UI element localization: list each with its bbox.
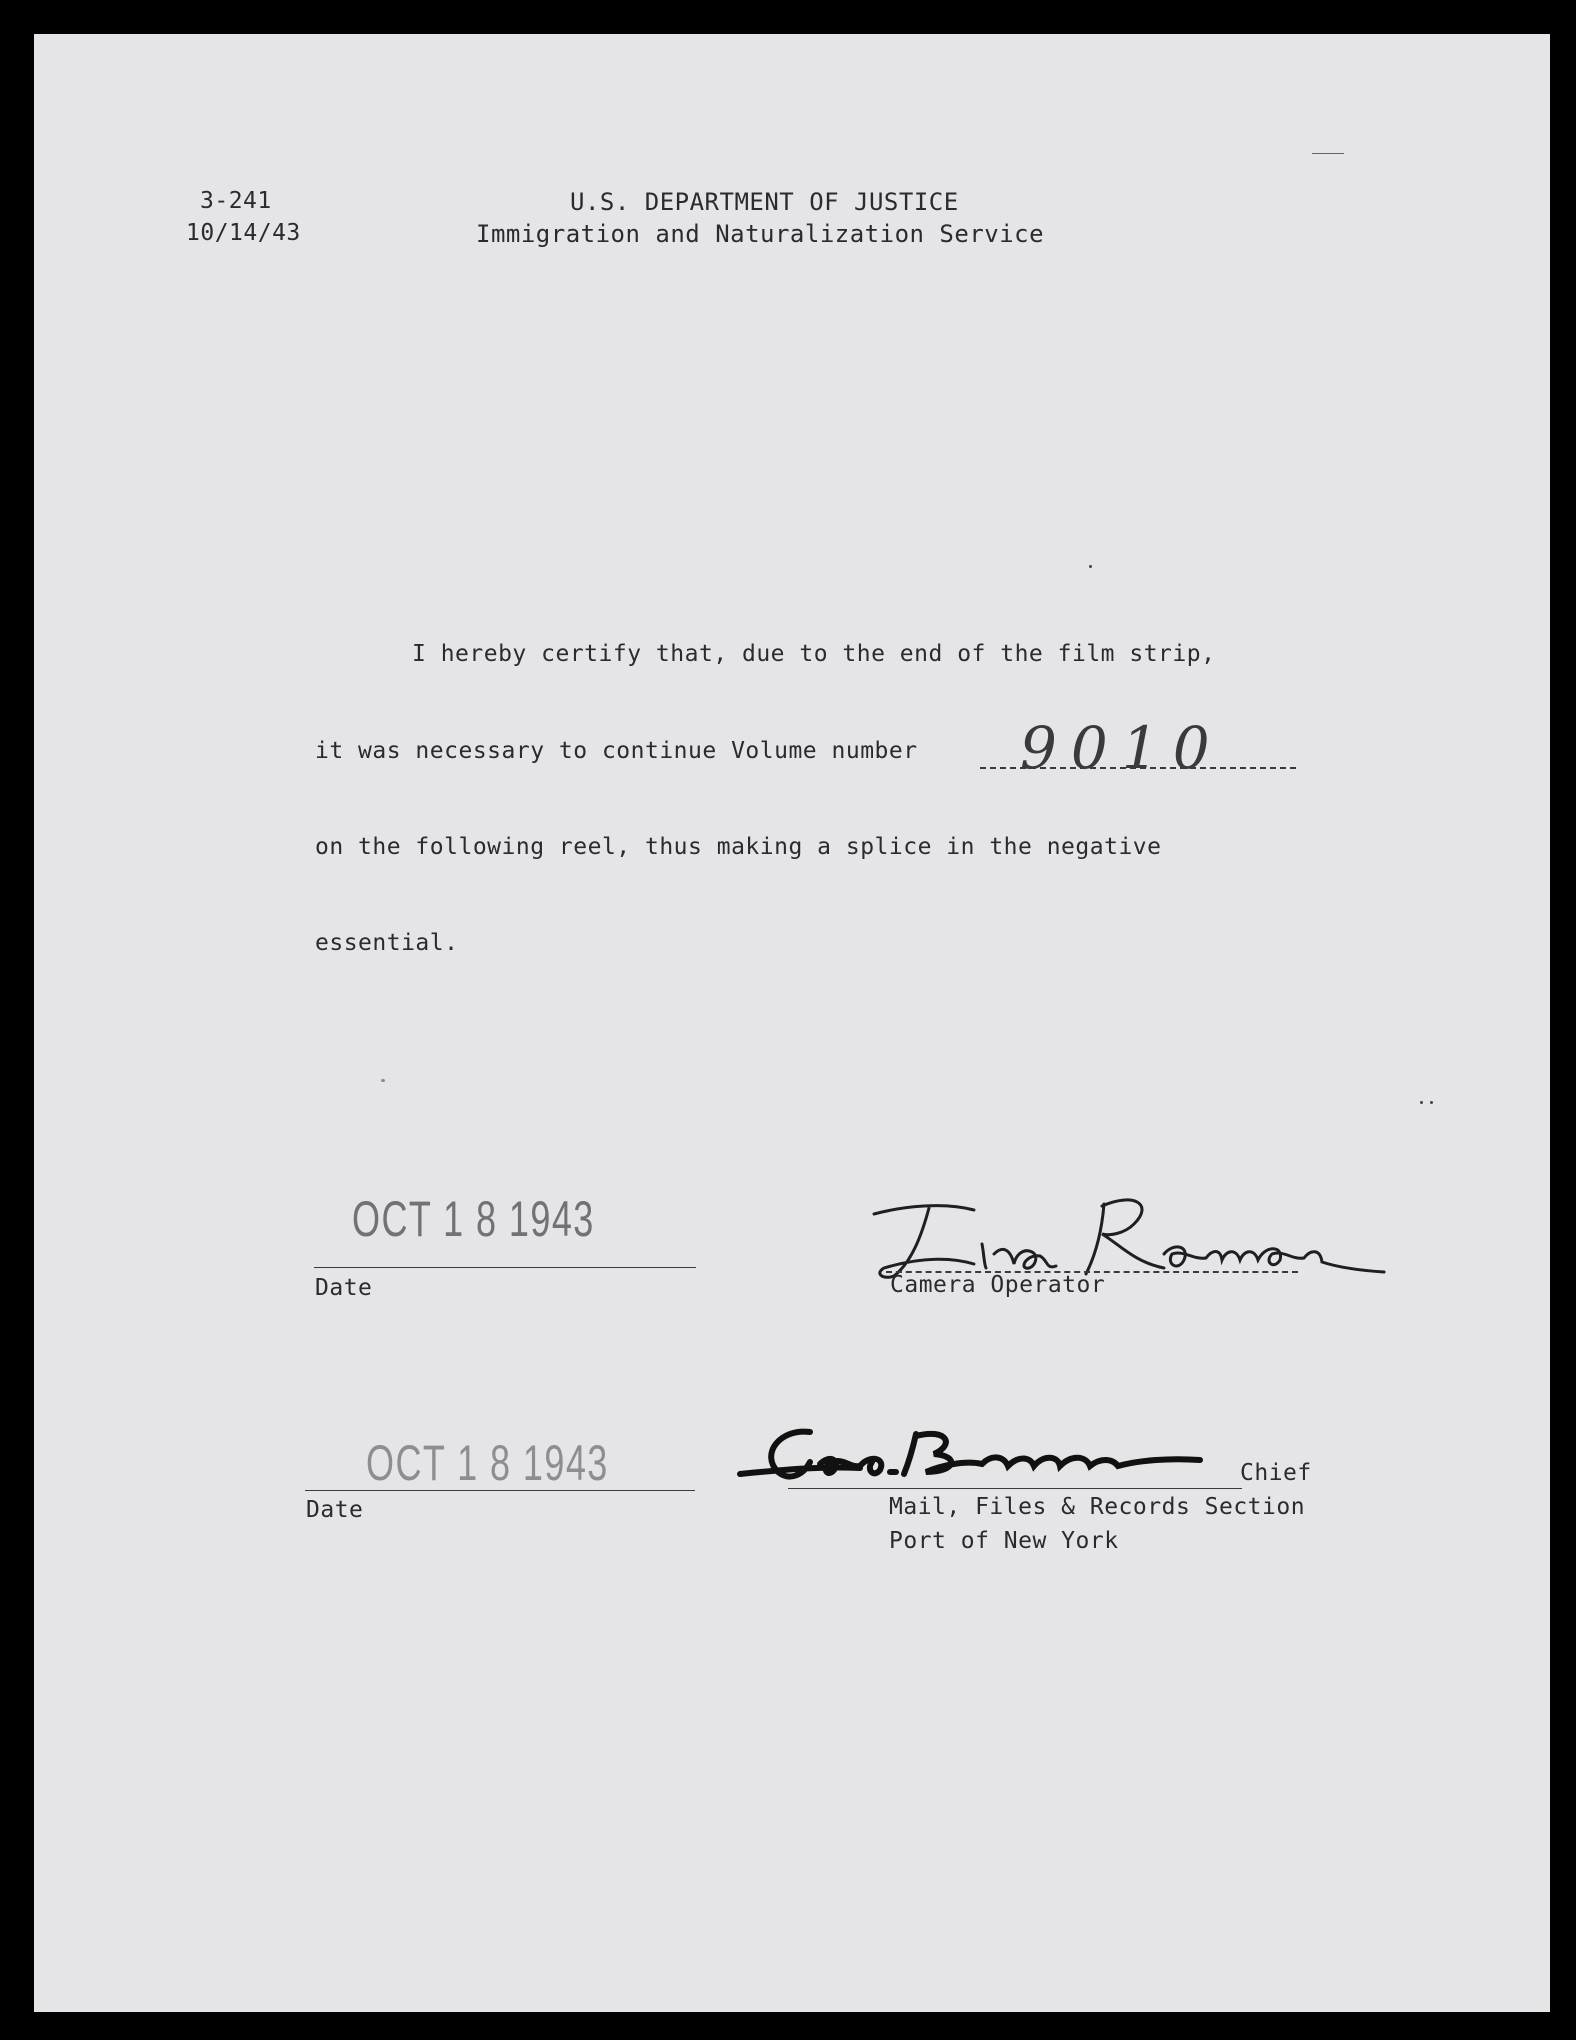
volume-number-handwritten: 9010 [1020,714,1224,782]
received-date-stamp-2: OCT 1 8 1943 [366,1435,609,1491]
received-date-stamp: OCT 1 8 1943 [352,1191,595,1247]
header-service: Immigration and Naturalization Service [476,220,1045,248]
form-number: 3-241 [200,188,272,214]
camera-operator-label: Camera Operator [890,1272,1106,1298]
date-line-2 [305,1490,695,1491]
speck [1089,565,1092,568]
body-line-4: essential. [315,930,459,956]
speck [1430,1101,1433,1104]
speck [381,1079,385,1082]
chief-signature [720,1404,1240,1504]
form-date: 10/14/43 [186,220,301,246]
port-title: Port of New York [889,1528,1119,1554]
body-line-2-prefix: it was necessary to continue Volume number [315,738,918,764]
date-label-1: Date [315,1275,373,1301]
document-page [34,34,1550,2012]
speck [1420,1101,1423,1104]
section-title: Mail, Files & Records Section [889,1494,1306,1520]
date-line-1 [314,1267,696,1268]
body-line-3: on the following reel, thus making a splice in the negative [315,834,1162,860]
date-label-2: Date [306,1497,364,1523]
signature-line-2 [788,1488,1242,1489]
chief-title: Chief [1240,1460,1312,1486]
body-line-1: I hereby certify that, due to the end of the film strip, [412,641,1216,667]
header-department: U.S. DEPARTMENT OF JUSTICE [570,188,959,216]
margin-mark [1312,153,1344,154]
